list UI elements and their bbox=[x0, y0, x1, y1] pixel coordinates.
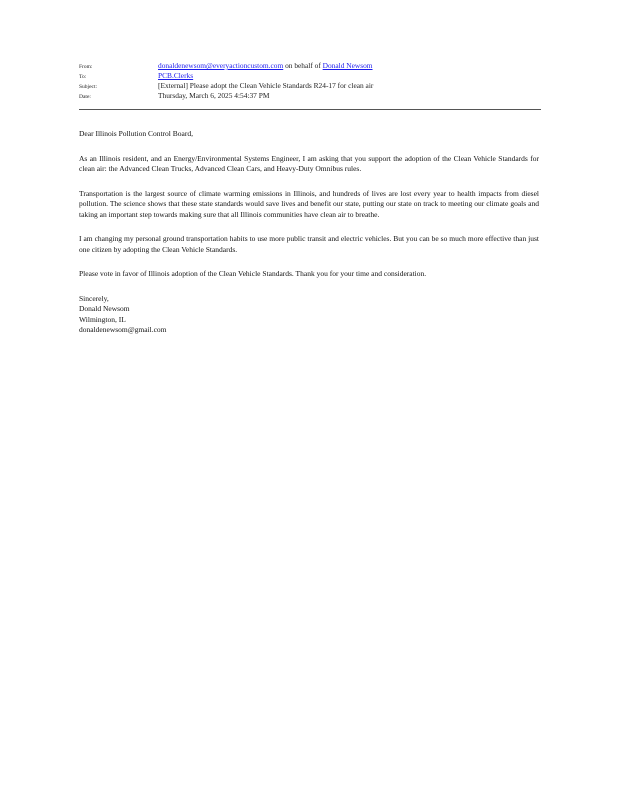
date-label: Date: bbox=[79, 94, 91, 100]
subject-label: Subject: bbox=[79, 84, 98, 90]
header-subject-row bbox=[79, 81, 539, 91]
header-to-row bbox=[79, 71, 539, 81]
header-date-row bbox=[79, 91, 539, 101]
email-header bbox=[79, 61, 539, 101]
from-on-behalf-text: on behalf of bbox=[283, 61, 323, 70]
email-body bbox=[79, 129, 539, 336]
to-label: To: bbox=[79, 74, 87, 80]
signature-closing: Sincerely, bbox=[79, 293, 109, 303]
signature-block bbox=[79, 294, 539, 336]
body-paragraph-3: I am changing my personal ground transportation habits to use more public transit and electric vehicles. But you can be so much more effective than just one citizen by adopting the Clean Vehicle Standards. bbox=[79, 234, 539, 254]
from-value bbox=[158, 61, 373, 71]
subject-value: [External] Please adopt the Clean Vehicle Standards R24-17 for clean air bbox=[158, 81, 374, 90]
to-value-link[interactable]: PCB.Clerks bbox=[158, 71, 194, 80]
body-paragraph-1: As an Illinois resident, and an Energy/Environmental Systems Engineer, I am asking that you support the adoption of the Clean Vehicle Standards for clean air: the Advanced Clean Trucks, Advanced Clean Cars, and Heavy-Duty Omnibus rules. bbox=[79, 153, 539, 173]
from-email-link[interactable]: donaldenewsom@everyactioncustom.com bbox=[158, 61, 284, 70]
header-divider bbox=[79, 109, 541, 110]
signature-name: Donald Newsom bbox=[79, 304, 130, 313]
signature-email: donaldenewsom@gmail.com bbox=[79, 325, 167, 334]
body-paragraph-2: Transportation is the largest source of climate warming emissions in Illinois, and hundreds of lives are lost every year to health impacts from diesel pollution. The science shows that these state standards would save lives and benefit our state, putting our state on track to meeting our climate goals and taking an important step towards making sure that all Illinois communities have clean air to breathe. bbox=[79, 188, 539, 219]
salutation: Dear Illinois Pollution Control Board, bbox=[79, 129, 193, 138]
from-label: From: bbox=[79, 64, 93, 70]
header-from-row bbox=[79, 61, 539, 71]
signature-location: Wilmington, IL bbox=[79, 314, 126, 324]
from-name-link[interactable]: Donald Newsom bbox=[322, 61, 373, 70]
date-value: Thursday, March 6, 2025 4:54:37 PM bbox=[158, 91, 270, 100]
body-paragraph-4: Please vote in favor of Illinois adoption of the Clean Vehicle Standards. Thank you for your time and consideration. bbox=[79, 269, 427, 278]
